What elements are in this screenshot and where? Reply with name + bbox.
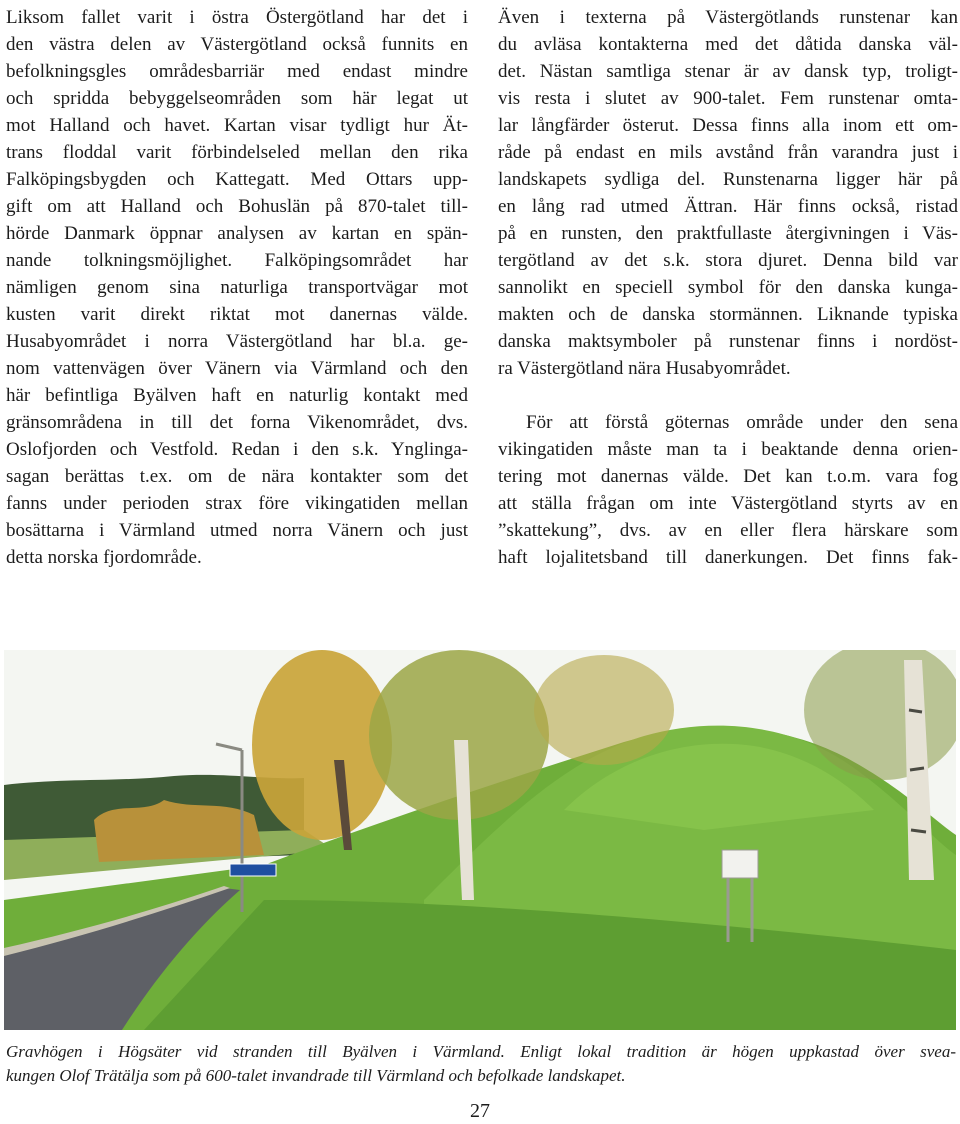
page-number: 27 [470,1100,490,1122]
left-text-line: hörde Danmark öppnar analysen av kartan en spän- [6,223,468,244]
right-text-line: makten och de danska stormännen. Liknande typiska [498,304,958,325]
left-text-line: sagan berättas t.ex. om de nära kontakter som det [6,466,468,487]
photo-caption [6,1040,956,1088]
left-text-line: befolkningsgles områdesbarriär med endast mindre [6,61,468,82]
left-text-line: Husabyområdet i norra Västergötland har bl.a. ge- [6,331,468,352]
right-text-line: på en runsten, den praktfullaste återgivningen i Väs- [498,223,958,244]
left-text-line: nande tolkningsmöjlighet. Falköpingsområdet har [6,250,468,271]
birch-crown-right [534,655,674,765]
left-text-line: mot Halland och havet. Kartan visar tydligt hur Ät- [6,115,468,136]
left-text-line: kusten varit direkt riktat mot danernas välde. [6,304,468,325]
right-text-line: du avläsa kontakterna med det dåtida danska väl- [498,34,958,55]
caption-line: kungen Olof Trätälja som på 600-talet invandrade till Värmland och befolkade landskapet. [6,1066,626,1085]
right-text-line: danska maktsymboler på runstenar finns i nordöst- [498,331,958,352]
left-text-line: Falköpingsbygden och Kattegatt. Med Ottars upp- [6,169,468,190]
right-text-line: tering mot danernas välde. Det kan t.o.m. vara fog [498,466,958,487]
left-text-column [6,4,468,571]
right-paragraph-2 [498,409,958,571]
info-board [722,850,758,878]
left-text-line: nom vattenvägen över Vänern via Värmland och den [6,358,468,379]
right-text-line: ra Västergötland nära Husabyområdet. [498,358,791,379]
right-text-line: landskapets sydliga del. Runstenarna ligger här på [498,169,958,190]
left-text-line: och spridda bebyggelseområden som här legat ut [6,88,468,109]
left-text-line: nämligen genom sina naturliga transportvägar mot [6,277,468,298]
right-text-column [498,4,958,571]
left-text-line: detta norska fjordområde. [6,547,202,568]
left-text-line: här befintliga Byälven haft en naturlig kontakt med [6,385,468,406]
right-text-line: tergötland av det s.k. stora djuret. Denna bild var [498,250,958,271]
right-text-line: För att förstå göternas område under den sena [526,412,958,433]
caption-line: Gravhögen i Högsäter vid stranden till Byälven i Värmland. Enligt lokal tradition är högen uppkastad över svea- [6,1042,956,1061]
right-text-line: det. Nästan samtliga stenar är av dansk typ, troligt- [498,61,958,82]
right-text-line: att ställa frågan om inte Västergötland styrts av en [498,493,958,514]
autumn-forest-edge [94,800,264,862]
left-text-line: trans floddal varit förbindelseled mellan den rika [6,142,468,163]
left-text-line: Liksom fallet varit i östra Östergötland har det i [6,7,468,28]
right-text-line: vikingatiden måste man ta i beaktande denna orien- [498,439,958,460]
photo-illustration [4,650,956,1030]
burial-mound-photo [4,650,956,1030]
left-text-line: Oslofjorden och Vestfold. Redan i den s.k. Ynglinga- [6,439,468,460]
right-text-line: ”skattekung”, dvs. av en eller flera härskare som [498,520,958,541]
right-text-line: haft lojalitetsband till danerkungen. Det finns fak- [498,547,958,568]
right-text-line: en lång rad utmed Ättran. Här finns också, ristad [498,196,958,217]
left-text-line: fanns under perioden strax före vikingatiden mellan [6,493,468,514]
right-text-line: vis resta i slutet av 900-talet. Fem runstenar omta- [498,88,958,109]
right-text-line: lar långfärder österut. Dessa finns alla inom ett om- [498,115,958,136]
left-text-line: den västra delen av Västergötland också funnits en [6,34,468,55]
right-text-line: Även i texterna på Västergötlands runstenar kan [498,7,958,28]
road-sign [230,864,276,876]
left-text-line: gift om att Halland och Bohuslän på 870-talet till- [6,196,468,217]
left-text-line: gränsområdena in till det forna Vikenområdet, dvs. [6,412,468,433]
left-text-line: bosättarna i Värmland utmed norra Vänern och just [6,520,468,541]
right-text-line: råde på endast en mils avstånd från varandra just i [498,142,958,163]
paragraph-gap [498,382,958,409]
right-text-line: sannolikt en speciell symbol för den danska kunga- [498,277,958,298]
right-paragraph-1 [498,4,958,382]
